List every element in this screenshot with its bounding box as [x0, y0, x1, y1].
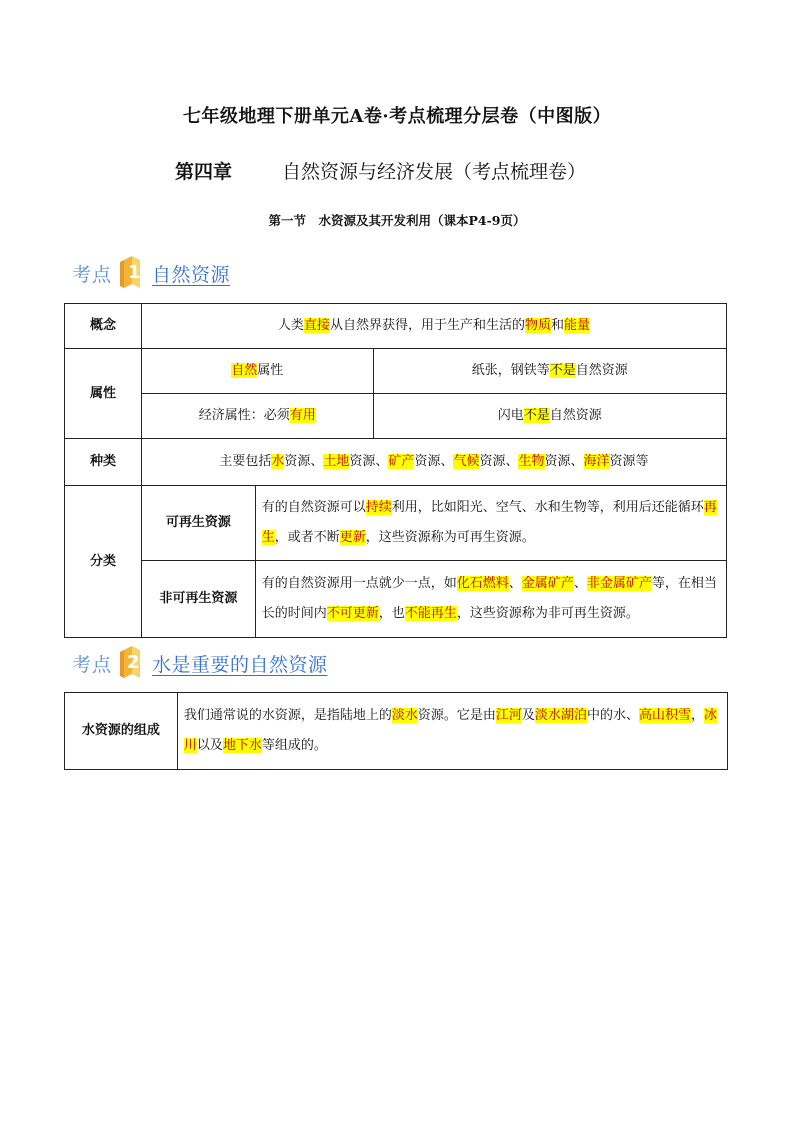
kind-header: 种类: [65, 439, 142, 486]
number-1-icon: [118, 254, 146, 292]
svg-text:1: 1: [128, 262, 141, 283]
economic-attribute: 经济属性：必须有用: [141, 394, 373, 439]
nonrenewable-text: 有的自然资源用一点就少一点，如化石燃料、金属矿产、非金属矿产等，在相当长的时间内不可更新，也不能再生，这些资源称为非可再生资源。: [255, 561, 726, 638]
renewable-text: 有的自然资源可以持续利用，比如阳光、空气、水和生物等，利用后还能循环再生，或者不断更新，这些资源称为可再生资源。: [255, 486, 726, 561]
document-title: 七年级地理下册单元A卷·考点梳理分层卷（中图版）: [182, 106, 612, 127]
natural-resources-table: [64, 303, 727, 638]
natural-attribute: 自然属性: [141, 349, 373, 394]
chapter-number: 第四章: [175, 161, 233, 183]
renewable-header: 可再生资源: [141, 486, 255, 561]
kind-text: 主要包括水资源、土地资源、矿产资源、气候资源、生物资源、海洋资源等: [141, 439, 726, 486]
water-composition-header: 水资源的组成: [65, 693, 178, 770]
natural-attribute-example: 纸张，钢铁等不是自然资源: [373, 349, 726, 394]
water-composition-text: 我们通常说的水资源，是指陆地上的淡水资源。它是由江河及淡水湖泊中的水、高山积雪，冰川以及地下水等组成的。: [177, 693, 727, 770]
nonrenewable-header: 非可再生资源: [141, 561, 255, 638]
keypoint-1-heading: [72, 254, 230, 292]
water-resources-table: [64, 692, 728, 770]
keypoint-title: 自然资源: [152, 263, 231, 286]
keypoint-label: 考点: [72, 263, 113, 286]
svg-text:2: 2: [127, 652, 140, 673]
number-2-icon: [118, 644, 146, 682]
concept-header: 概念: [65, 304, 142, 349]
concept-text: 人类直接从自然界获得，用于生产和生活的物质和能量: [141, 304, 726, 349]
section-title: 第一节 水资源及其开发利用（课本P4-9页）: [268, 213, 526, 228]
keypoint-label: 考点: [72, 653, 113, 676]
keypoint-title: 水是重要的自然资源: [152, 653, 328, 676]
economic-attribute-example: 闪电不是自然资源: [373, 394, 726, 439]
classification-header: 分类: [65, 486, 142, 638]
keypoint-2-heading: [72, 644, 328, 682]
attribute-header: 属性: [65, 349, 142, 439]
chapter-title: 自然资源与经济发展（考点梳理卷）: [282, 161, 587, 183]
